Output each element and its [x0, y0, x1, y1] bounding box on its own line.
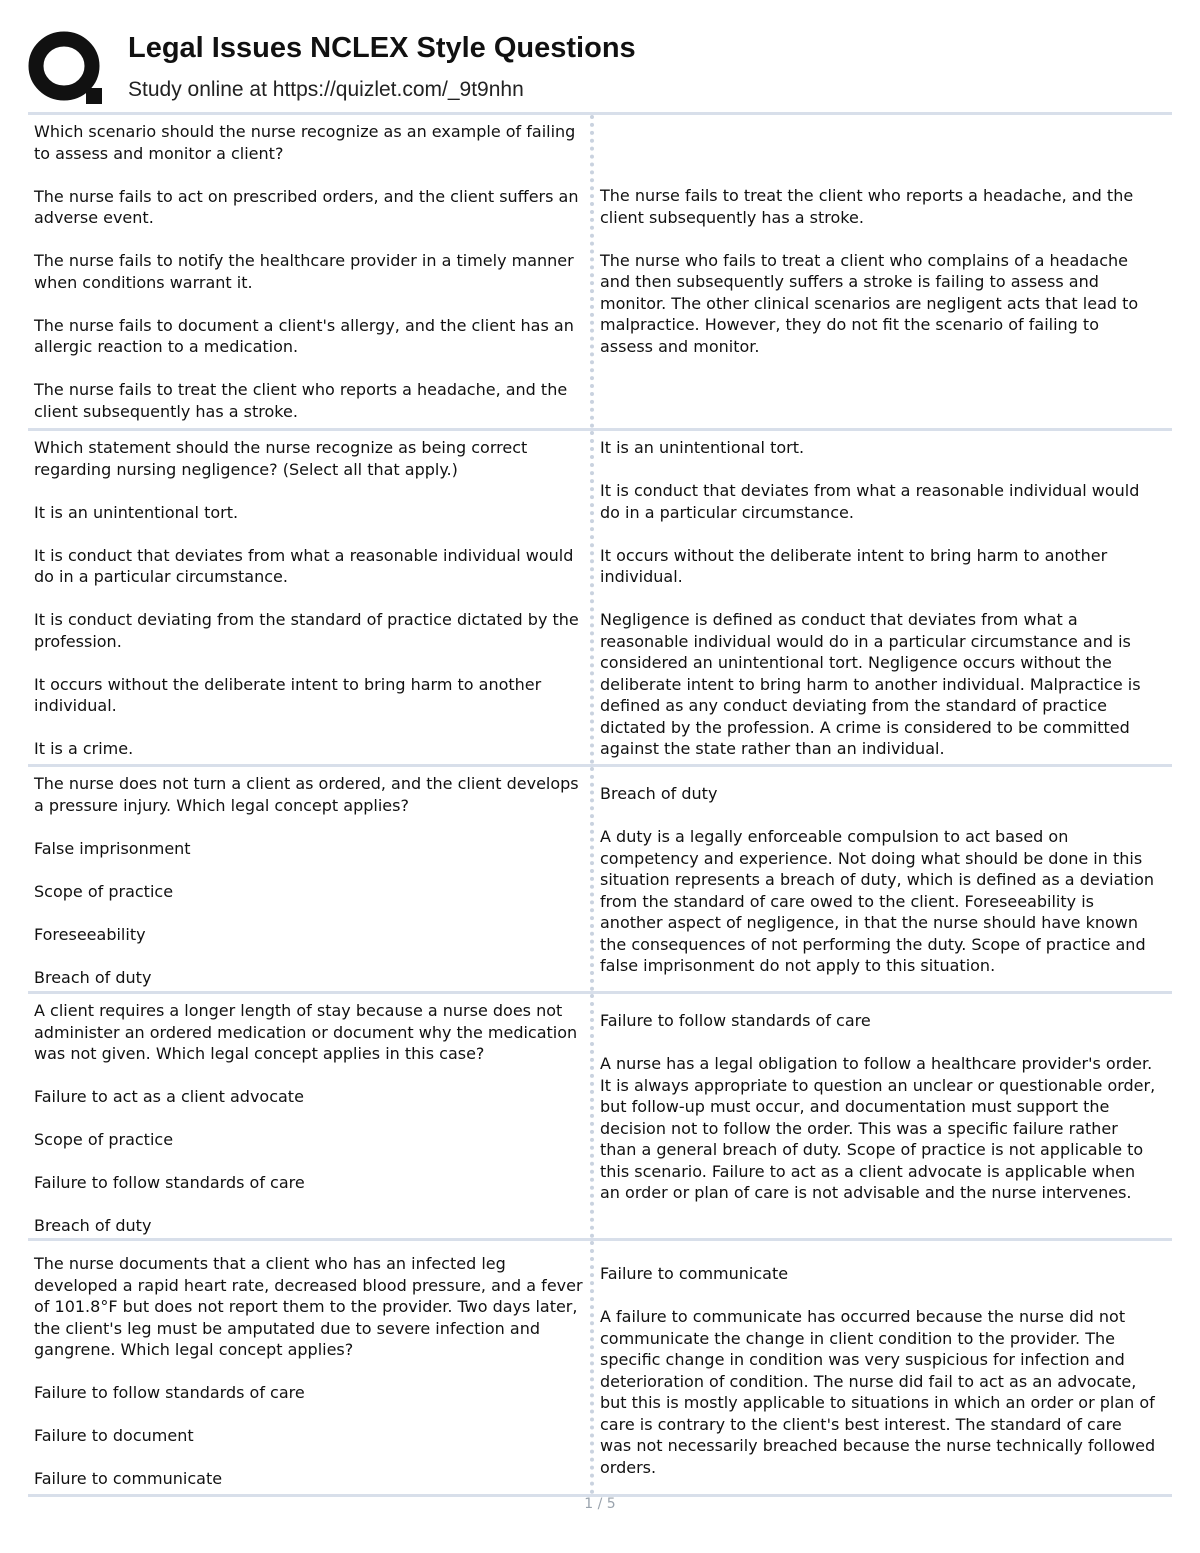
flashcard-table [28, 112, 1172, 1497]
rationale-text: A nurse has a legal obligation to follow a healthcare provider's order. It is always appropriate to question an unclear or questionable order, but follow-up must occur, and documentation must support the decision not to follow the order. This was a specific failure rather than a general breach of duty. Scope of practice is not applicable to this scenario. Failure to act as a client advocate is applicable when an order or plan of care is not advisable and the nurse intervenes. [600, 1054, 1156, 1202]
correct-answer: It is conduct that deviates from what a reasonable individual would do in a particular circumstance. [600, 481, 1140, 522]
rationale-text: Negligence is defined as conduct that deviates from what a reasonable individual would do in a particular circumstance and is considered an unintentional tort. Negligence occurs without the deliberate intent to bring harm to another individual. Malpractice is defined as any conduct deviating from the standard of practice dictated by the profession. A crime is considered to be committed against the state rather than an individual. [600, 610, 1141, 758]
answer-cell [594, 767, 1160, 991]
page-header [28, 28, 1178, 108]
answer-cell [594, 115, 1160, 428]
correct-answer: Breach of duty [600, 784, 718, 803]
question-text: Which statement should the nurse recognize as being correct regarding nursing negligence? (Select all that apply.) [34, 438, 528, 479]
quizlet-logo-icon [28, 30, 108, 110]
correct-answer: It is an unintentional tort. [600, 438, 805, 457]
answer-option: The nurse fails to notify the healthcare provider in a timely manner when conditions warrant it. [34, 251, 574, 292]
answer-option: Failure to follow standards of care [34, 1173, 305, 1192]
question-cell [28, 431, 594, 764]
answer-option: Scope of practice [34, 881, 174, 901]
answer-option: It is a crime. [34, 739, 134, 758]
correct-answer: The nurse fails to treat the client who reports a headache, and the client subsequently has a stroke. [600, 186, 1134, 227]
answer-option: Failure to communicate [34, 1469, 223, 1488]
answer-cell [594, 994, 1160, 1238]
answer-option: It occurs without the deliberate intent to bring harm to another individual. [34, 674, 542, 715]
answer-option: Failure to act as a client advocate [34, 1087, 304, 1106]
flashcard-row [28, 112, 1172, 428]
rationale-text: A failure to communicate has occurred because the nurse did not communicate the change in client condition to the provider. The specific change in condition was very suspicious for infection and deterioration of condition. The nurse did fail to act as an advocate, but this is mostly applicable to situations in which an order or plan of care is contrary to the client's best interest. The standard of care was not necessarily breached because the nurse technically followed orders. [600, 1307, 1156, 1477]
flashcard-row [28, 764, 1172, 991]
page-title: Legal Issues NCLEX Style Questions [128, 32, 636, 64]
answer-option: The nurse fails to treat the client who reports a headache, and the client subsequently has a stroke. [34, 380, 568, 421]
question-text: A client requires a longer length of stay because a nurse does not administer an ordered medication or document why the medication was not given. Which legal concept applies in this case? [34, 1001, 578, 1063]
answer-option: It is an unintentional tort. [34, 502, 239, 522]
flashcard-row [28, 1238, 1172, 1497]
question-cell [28, 767, 594, 991]
answer-option: The nurse fails to act on prescribed orders, and the client suffers an adverse event. [34, 186, 579, 227]
answer-cell [594, 1241, 1160, 1494]
question-cell [28, 1241, 594, 1494]
flashcard-row [28, 428, 1172, 764]
correct-answer: Failure to communicate [600, 1264, 789, 1283]
answer-option: False imprisonment [34, 838, 191, 858]
question-cell [28, 115, 594, 428]
rationale-text: A duty is a legally enforceable compulsion to act based on competency and experience. Not doing what should be done in this situation represents a breach of duty, which is defined as a deviation from the standard of care owed to the client. Foreseeability is another aspect of negligence, in that the nurse should have known the consequences of not performing the duty. Scope of practice and false imprisonment do not apply to this situation. [600, 827, 1155, 975]
answer-cell [594, 431, 1160, 764]
page-subtitle: Study online at https://quizlet.com/_9t9nhn [128, 78, 524, 101]
answer-option: It is conduct deviating from the standard of practice dictated by the profession. [34, 610, 579, 651]
rationale-text: The nurse who fails to treat a client who complains of a headache and then subsequently suffers a stroke is failing to assess and monitor. The other clinical scenarios are negligent acts that lead to malpractice. However, they do not fit the scenario of failing to assess and monitor. [600, 250, 1139, 356]
answer-option: Scope of practice [34, 1130, 174, 1149]
correct-answer: It occurs without the deliberate intent to bring harm to another individual. [600, 545, 1108, 586]
page-number: 1 / 5 [584, 1496, 616, 1512]
answer-option: Breach of duty [34, 1216, 152, 1235]
question-text: Which scenario should the nurse recognize as an example of failing to assess and monitor a client? [34, 122, 576, 163]
answer-option: Failure to follow standards of care [34, 1383, 305, 1402]
correct-answer: Failure to follow standards of care [600, 1011, 871, 1030]
answer-option: The nurse fails to document a client's allergy, and the client has an allergic reaction to a medication. [34, 315, 574, 356]
flashcard-row [28, 991, 1172, 1238]
question-cell [28, 994, 594, 1238]
answer-option: Breach of duty [34, 967, 152, 987]
question-text: The nurse documents that a client who has an infected leg developed a rapid heart rate, decreased blood pressure, and a fever of 101.8°F but does not report them to the provider. Two days later, the client's leg must be amputated due to severe infection and gangrene. Which legal concept applies? [34, 1254, 583, 1359]
question-text: The nurse does not turn a client as ordered, and the client develops a pressure injury. Which legal concept applies? [34, 774, 579, 815]
answer-option: It is conduct that deviates from what a reasonable individual would do in a particular circumstance. [34, 545, 574, 586]
answer-option: Failure to document [34, 1426, 194, 1445]
answer-option: Foreseeability [34, 924, 146, 944]
